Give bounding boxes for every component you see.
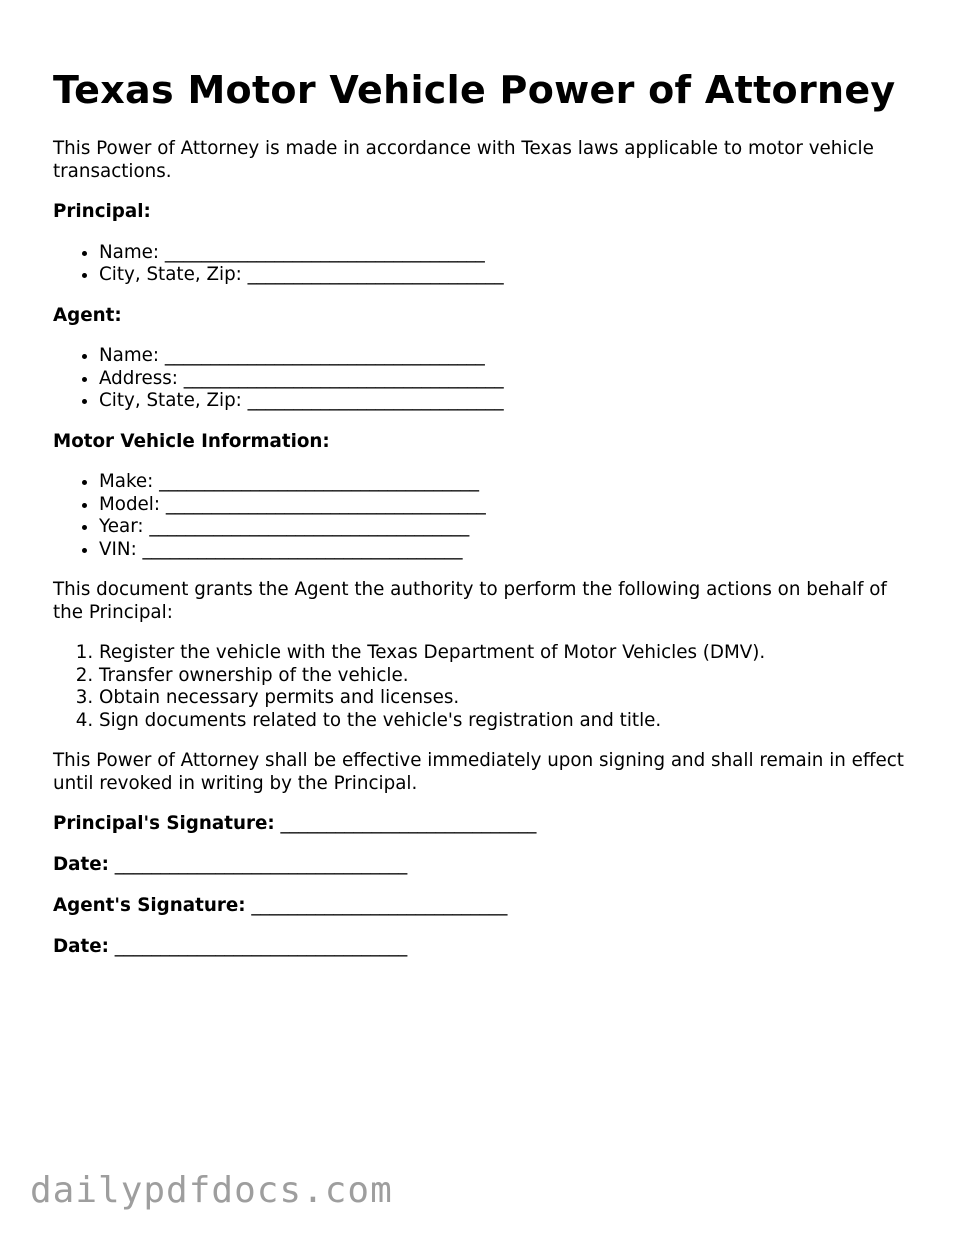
vehicle-make-field: • Make: ___________________________________ [99, 471, 913, 494]
watermark: dailypdfdocs.com [30, 1170, 393, 1211]
grant-paragraph: This document grants the Agent the authority to perform the following actions on behalf of the Principal: [53, 579, 887, 623]
agent-signature-label: Agent's Signature: [53, 895, 246, 916]
agent-address-field: • Address: ___________________________________ [99, 368, 913, 391]
action-item: 3. Obtain necessary permits and licenses. [99, 687, 913, 710]
agent-date-blank: ________________________________ [114, 936, 408, 957]
agent-name-field: • Name: ___________________________________ [99, 345, 913, 368]
intro-paragraph: This Power of Attorney is made in accordance with Texas laws applicable to motor vehicle transactions. [53, 138, 874, 182]
agent-date-label: Date: [53, 936, 109, 957]
agent-signature-blank: ____________________________ [251, 895, 508, 916]
principal-city-state-zip-field: • City, State, Zip: ____________________________ [99, 264, 913, 287]
agent-city-state-zip-field: • City, State, Zip: ____________________________ [99, 390, 913, 413]
principal-date-blank: ________________________________ [114, 854, 408, 875]
effective-paragraph: This Power of Attorney shall be effective immediately upon signing and shall remain in effect until revoked in writing by the Principal. [53, 750, 904, 794]
agent-date-line [53, 936, 913, 959]
principal-date-line [53, 854, 913, 877]
agent-fields [53, 345, 913, 413]
vehicle-year-field: • Year: ___________________________________ [99, 516, 913, 539]
vehicle-heading: Motor Vehicle Information: [53, 430, 330, 452]
action-item: 4. Sign documents related to the vehicle's registration and title. [99, 710, 913, 733]
agent-heading: Agent: [53, 304, 122, 326]
principal-heading: Principal: [53, 201, 151, 222]
document-title: Texas Motor Vehicle Power of Attorney [53, 68, 896, 112]
principal-signature-label: Principal's Signature: [53, 813, 275, 834]
action-item: 2. Transfer ownership of the vehicle. [99, 665, 913, 688]
principal-signature-line [53, 813, 913, 836]
actions-list [53, 642, 913, 732]
document [53, 66, 913, 977]
principal-fields [53, 242, 913, 287]
vehicle-vin-field: • VIN: ___________________________________ [99, 539, 913, 562]
principal-name-field: • Name: ___________________________________ [99, 242, 913, 265]
principal-date-label: Date: [53, 854, 109, 875]
principal-signature-blank: ____________________________ [280, 813, 537, 834]
agent-signature-line [53, 895, 913, 918]
action-item: 1. Register the vehicle with the Texas Department of Motor Vehicles (DMV). [99, 642, 913, 665]
vehicle-fields [53, 471, 913, 561]
vehicle-model-field: • Model: ___________________________________ [99, 494, 913, 517]
